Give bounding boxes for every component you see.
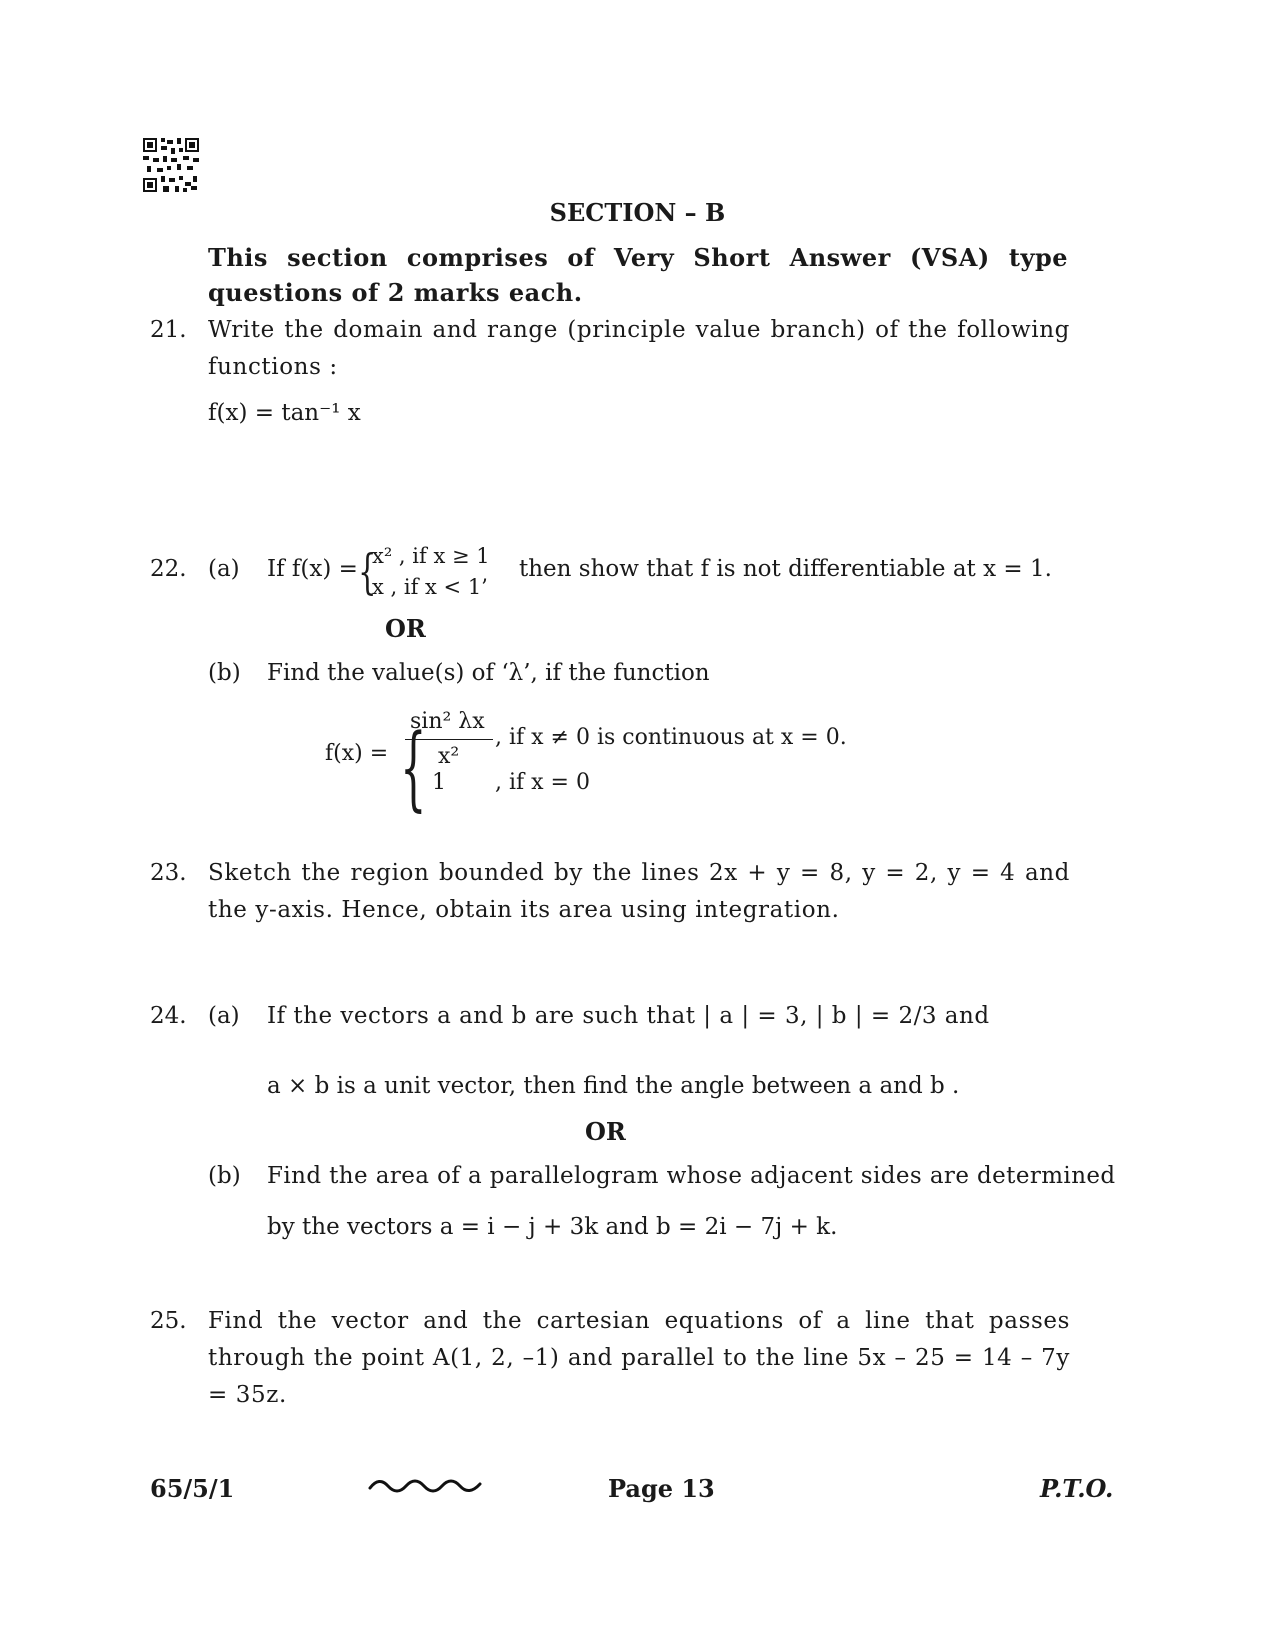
- qr-code-icon: [143, 138, 199, 192]
- q21-number: 21.: [150, 317, 187, 343]
- q22-b-lhs: f(x) =: [325, 741, 389, 766]
- q22-a-label: (a): [208, 556, 240, 582]
- wavy-line-icon: [368, 1474, 483, 1496]
- q24-b-label: (b): [208, 1163, 241, 1189]
- q22-number: 22.: [150, 556, 187, 582]
- q25-number: 25.: [150, 1308, 187, 1334]
- q24-a-line2: a × b is a unit vector, then find the angle between a and b .: [267, 1073, 960, 1099]
- q22-b-case2: , if x = 0: [495, 770, 590, 795]
- left-brace-icon: {: [400, 714, 427, 821]
- q21-text: Write the domain and range (principle value branch) of the following functions :: [208, 317, 1070, 380]
- q22-a-tail: then show that f is not differentiable at x = 1.: [519, 556, 1052, 582]
- q24-or: OR: [585, 1117, 626, 1146]
- q22-a-lead: If f(x) =: [267, 556, 358, 582]
- q22-or: OR: [385, 614, 426, 643]
- q22-b-text: Find the value(s) of ‘λ’, if the function: [267, 660, 710, 686]
- q22-b-one: 1: [432, 770, 446, 795]
- q24-b-line2: by the vectors a = i − j + 3k and b = 2i − 7j + k.: [267, 1214, 838, 1240]
- q21-formula: f(x) = tan⁻¹ x: [208, 400, 361, 426]
- section-title: SECTION – B: [549, 198, 726, 227]
- paper-code: 65/5/1: [150, 1474, 235, 1503]
- q24-a-label: (a): [208, 1003, 240, 1029]
- q25-text: Find the vector and the cartesian equations of a line that passes through the point A(1, 2, –1) and parallel to the line 5x – 25 = 14 – 7y = 35z.: [208, 1308, 1070, 1408]
- q23-number: 23.: [150, 860, 187, 886]
- left-brace-icon: {: [358, 544, 377, 600]
- q24-number: 24.: [150, 1003, 187, 1029]
- q22-b-case1: , if x ≠ 0 is continuous at x = 0.: [495, 725, 847, 750]
- q22-a-case2: x , if x < 1’: [372, 575, 488, 599]
- q24-a-line1: If the vectors a and b are such that | a | = 3, | b | = 2/3 and: [267, 1003, 990, 1029]
- q22-b-numerator: sin² λx: [410, 709, 485, 734]
- q22-b-label: (b): [208, 660, 241, 686]
- q22-a-case1: x² , if x ≥ 1: [372, 544, 490, 568]
- q24-b-line1: Find the area of a parallelogram whose adjacent sides are determined: [267, 1163, 1116, 1189]
- pto-label: P.T.O.: [1040, 1474, 1114, 1503]
- section-description: This section comprises of Very Short Answer (VSA) type questions of 2 marks each.: [208, 243, 1068, 307]
- fraction-bar: [405, 739, 493, 740]
- page-number: Page 13: [608, 1474, 715, 1503]
- q23-text: Sketch the region bounded by the lines 2x + y = 8, y = 2, y = 4 and the y-axis. Hence, obtain its area using integration.: [208, 860, 1070, 923]
- q22-b-denominator: x²: [438, 744, 460, 769]
